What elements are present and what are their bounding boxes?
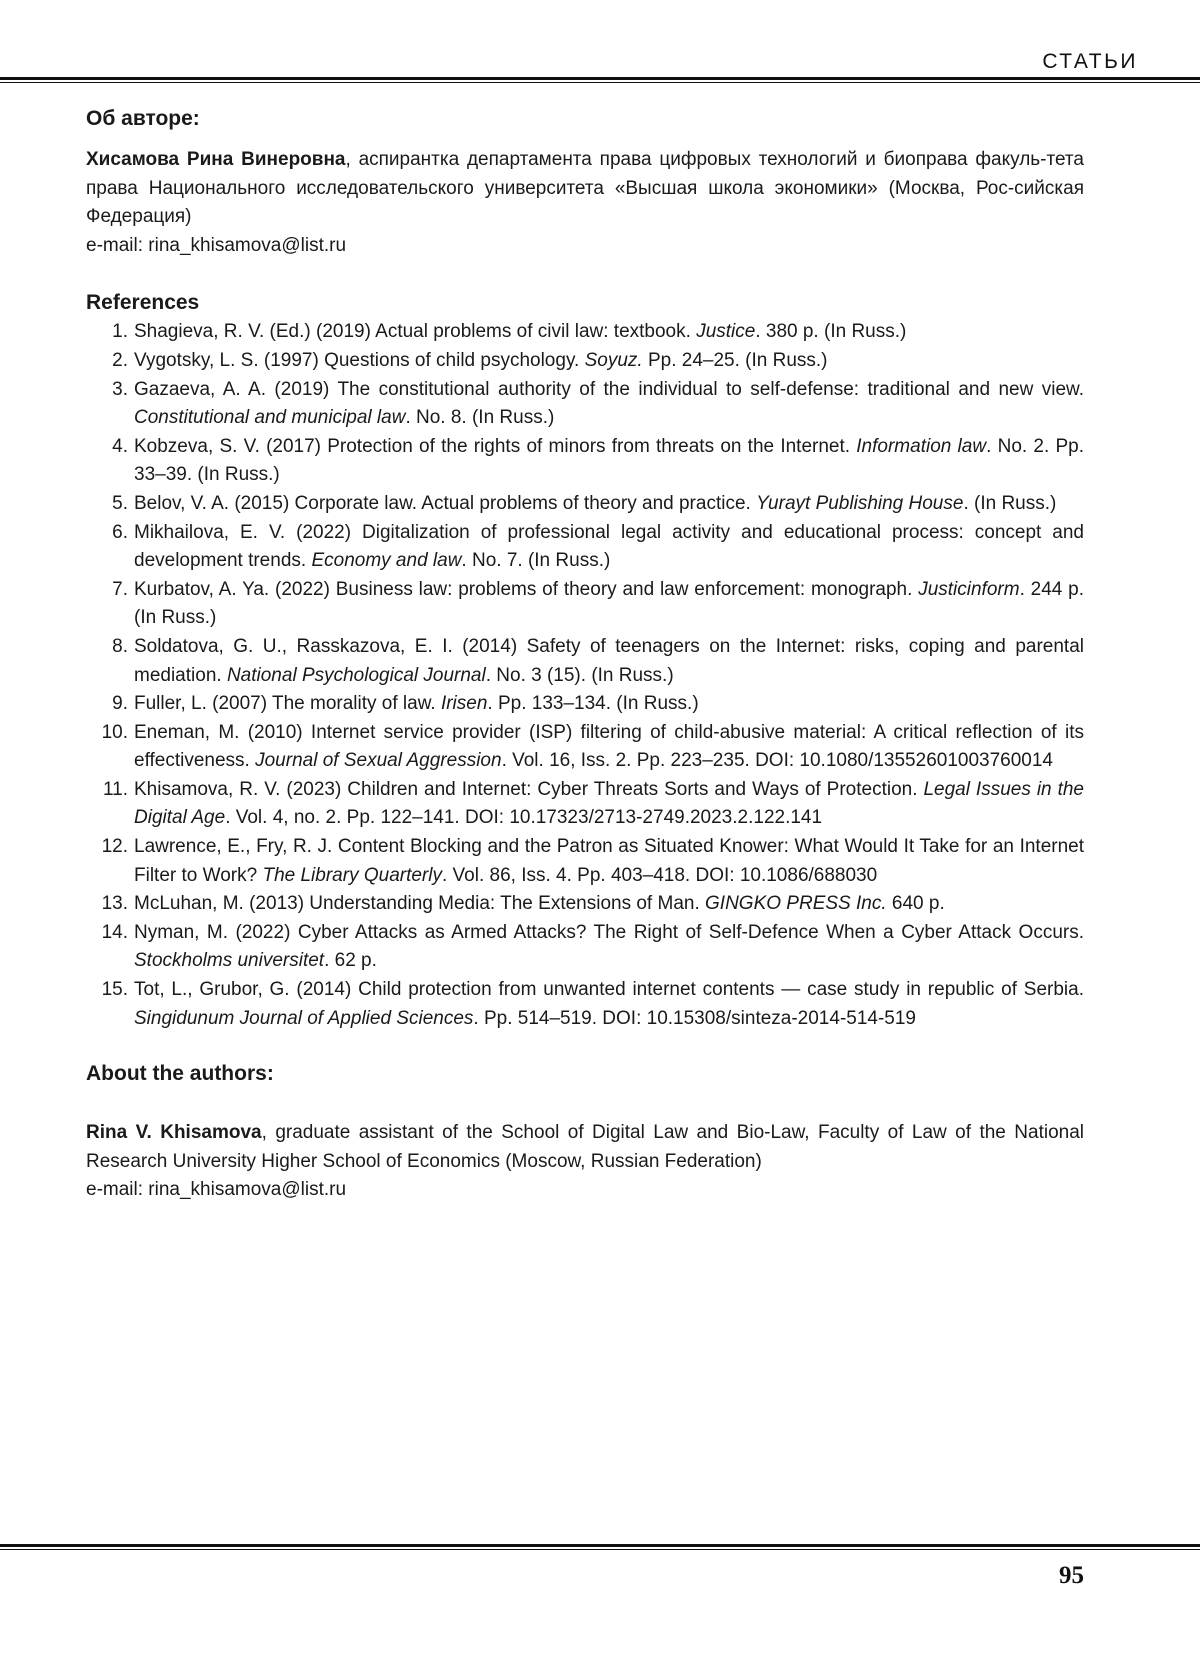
reference-details: Pp. 24–25. (In Russ.)	[642, 349, 828, 371]
author-email-ru: e-mail: rina_khisamova@list.ru	[86, 234, 347, 256]
reference-authors-title: Soldatova, G. U., Rasskazova, E. I. (2014) Safety of teenagers on the Internet: risks, coping and parental mediation.	[134, 635, 1084, 686]
reference-authors-title: Belov, V. A. (2015) Corporate law. Actual problems of theory and practice.	[134, 492, 757, 514]
running-head: СТАТЬИ	[1042, 50, 1138, 73]
footer-rule-thin	[0, 1549, 1200, 1550]
reference-authors-title: Khisamova, R. V. (2023) Children and Internet: Cyber Threats Sorts and Ways of Protection.	[134, 778, 924, 800]
reference-item	[86, 890, 1084, 919]
reference-authors-title: Kurbatov, A. Ya. (2022) Business law: problems of theory and law enforcement: monograph.	[134, 578, 919, 600]
reference-details: . Pp. 514–519. DOI: 10.15308/sinteza-2014-514-519	[473, 1007, 917, 1029]
reference-text	[128, 519, 1084, 576]
reference-text	[128, 347, 1084, 376]
footer-rule-thick	[0, 1544, 1200, 1547]
reference-item	[86, 690, 1084, 719]
reference-number: 10.	[101, 721, 128, 743]
reference-number: 11.	[102, 778, 128, 800]
reference-source: Information law	[856, 435, 987, 457]
reference-item	[86, 490, 1084, 519]
reference-text	[128, 433, 1084, 490]
reference-details: . 244 p. (In Russ.)	[134, 578, 1085, 629]
references-heading: References	[86, 291, 200, 315]
reference-number: 12.	[101, 836, 128, 858]
reference-authors-title: Nyman, M. (2022) Cyber Attacks as Armed Attacks? The Right of Self-Defence When a Cyber Attack Occurs.	[134, 921, 1084, 943]
reference-item	[86, 833, 1084, 890]
reference-number: 6.	[112, 521, 128, 543]
references-list	[86, 318, 1084, 1033]
reference-details: . No. 2. Pp. 33–39. (In Russ.)	[134, 435, 1084, 486]
reference-authors-title: Vygotsky, L. S. (1997) Questions of child psychology.	[134, 349, 585, 371]
reference-details: . No. 3 (15). (In Russ.)	[485, 664, 674, 686]
reference-item	[86, 776, 1084, 833]
reference-item	[86, 433, 1084, 490]
references-section	[86, 288, 1084, 1033]
reference-number: 15.	[101, 979, 128, 1001]
reference-authors-title: McLuhan, M. (2013) Understanding Media: The Extensions of Man.	[134, 893, 706, 915]
author-email-en: e-mail: rina_khisamova@list.ru	[86, 1179, 347, 1201]
reference-text	[128, 833, 1084, 890]
author-bio-en	[86, 1119, 1084, 1176]
reference-number: 9.	[112, 693, 128, 715]
about-authors-en	[86, 1059, 1084, 1205]
reference-number: 2.	[112, 349, 128, 371]
reference-source: Soyuz.	[584, 349, 643, 371]
reference-item	[86, 576, 1084, 633]
reference-text	[128, 490, 1084, 519]
reference-authors-title: Tot, L., Grubor, G. (2014) Child protection from unwanted internet contents — case study in republic of Serbia.	[134, 979, 1084, 1001]
reference-source: GINGKO PRESS Inc.	[705, 893, 887, 915]
reference-item	[86, 719, 1084, 776]
reference-number: 7.	[112, 578, 128, 600]
reference-item	[86, 519, 1084, 576]
reference-details: . Vol. 16, Iss. 2. Pp. 223–235. DOI: 10.1080/13552601003760014	[501, 750, 1053, 772]
reference-source: Yurayt Publishing House	[756, 492, 964, 514]
author-name-en: Rina V. Khisamova	[86, 1122, 262, 1144]
reference-source: The Library Quarterly	[262, 864, 442, 886]
reference-number: 13.	[101, 893, 128, 915]
header-rule-thick	[0, 77, 1200, 80]
reference-details: 640 p.	[886, 893, 945, 915]
reference-authors-title: Mikhailova, E. V. (2022) Digitalization of professional legal activity and educational process: concept and development trends.	[134, 521, 1084, 572]
reference-text	[128, 376, 1084, 433]
reference-text	[128, 576, 1084, 633]
reference-authors-title: Gazaeva, A. A. (2019) The constitutional authority of the individual to self-defense: traditional and new view.	[134, 378, 1084, 400]
reference-item	[86, 376, 1084, 433]
reference-source: Legal Issues in the Digital Age	[134, 778, 1084, 829]
reference-authors-title: Kobzeva, S. V. (2017) Protection of the rights of minors from threats on the Internet.	[134, 435, 857, 457]
about-author-ru-heading: Об авторе:	[86, 107, 200, 130]
reference-source: Constitutional and municipal law	[134, 407, 406, 429]
page-content	[86, 104, 1084, 1205]
author-description-ru: , аспирантка департамента права цифровых технологий и биоправа факуль-тета права Национального исследовательского университета «Высшая школа экономики» (Москва, Рос-сийская Федерация)	[86, 149, 1084, 228]
reference-authors-title: Shagieva, R. V. (Ed.) (2019) Actual problems of civil law: textbook.	[134, 321, 697, 343]
author-name-ru: Хисамова Рина Винеровна	[86, 149, 346, 170]
page-number: 95	[1059, 1562, 1084, 1589]
reference-details: . No. 7. (In Russ.)	[461, 550, 611, 572]
reference-text	[128, 719, 1084, 776]
reference-source: Justice	[696, 321, 756, 343]
about-authors-en-heading: About the authors:	[86, 1062, 274, 1086]
reference-source: Economy and law	[311, 550, 462, 572]
reference-item	[86, 318, 1084, 347]
reference-text	[128, 633, 1084, 690]
reference-authors-title: Eneman, M. (2010) Internet service provider (ISP) filtering of child-abusive material: A critical reflection of its effectiveness.	[134, 721, 1084, 772]
reference-number: 5.	[112, 492, 128, 514]
reference-text	[128, 776, 1084, 833]
reference-details: . 62 p.	[324, 950, 377, 972]
author-description-en: , graduate assistant of the School of Digital Law and Bio-Law, Faculty of Law of the National Research University Higher School of Economics (Moscow, Russian Federation)	[86, 1122, 1085, 1172]
reference-text	[128, 318, 1084, 347]
reference-source: Justicinform	[918, 578, 1020, 600]
reference-text	[128, 890, 1084, 919]
reference-number: 1.	[112, 321, 128, 343]
reference-details: . Vol. 4, no. 2. Pp. 122–141. DOI: 10.17323/2713-2749.2023.2.122.141	[225, 807, 823, 829]
reference-number: 3.	[112, 378, 128, 400]
reference-details: . Pp. 133–134. (In Russ.)	[487, 693, 699, 715]
reference-text	[128, 976, 1084, 1033]
reference-details: . 380 p. (In Russ.)	[755, 321, 907, 343]
reference-item	[86, 919, 1084, 976]
reference-number: 4.	[112, 435, 128, 457]
reference-text	[128, 690, 1084, 719]
about-author-ru	[86, 104, 1084, 260]
reference-item	[86, 976, 1084, 1033]
header-rule-thin	[0, 82, 1200, 83]
reference-text	[128, 919, 1084, 976]
reference-source: Journal of Sexual Aggression	[255, 750, 502, 772]
reference-item	[86, 633, 1084, 690]
reference-number: 14.	[101, 921, 128, 943]
reference-details: . No. 8. (In Russ.)	[405, 407, 555, 429]
reference-details: . (In Russ.)	[963, 492, 1057, 514]
reference-item	[86, 347, 1084, 376]
reference-source: Singidunum Journal of Applied Sciences	[134, 1007, 474, 1029]
reference-number: 8.	[112, 635, 128, 657]
reference-details: . Vol. 86, Iss. 4. Pp. 403–418. DOI: 10.1086/688030	[441, 864, 878, 886]
reference-source: Stockholms universitet	[134, 950, 325, 972]
reference-source: National Psychological Journal	[226, 664, 486, 686]
reference-source: Irisen	[440, 693, 488, 715]
reference-authors-title: Lawrence, E., Fry, R. J. Content Blocking and the Patron as Situated Knower: What Would It Take for an Internet Filter to Work?	[134, 836, 1084, 886]
reference-authors-title: Fuller, L. (2007) The morality of law.	[134, 693, 441, 715]
author-bio-ru	[86, 146, 1084, 232]
